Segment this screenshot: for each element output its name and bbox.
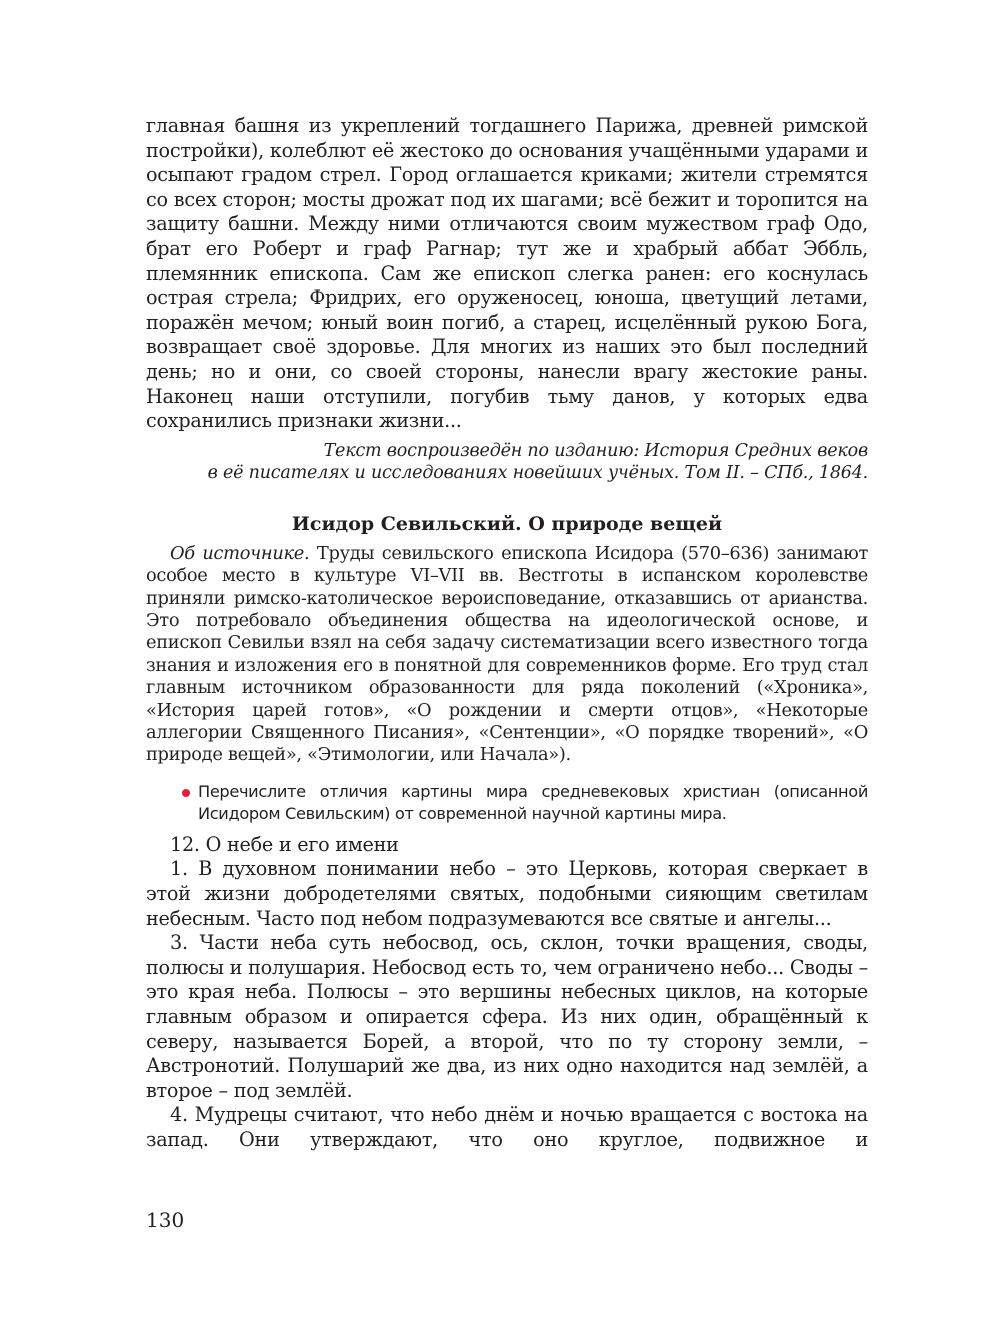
citation-line-1: Текст воспроизведён по изданию: История Средних веков bbox=[323, 440, 868, 461]
task-text: Перечислите отличия картины мира средневековых христиан (описанной Исидором Севильским) от современной научной картины мира. bbox=[198, 781, 868, 823]
source-intro-paragraph bbox=[146, 543, 868, 767]
bullet-icon bbox=[182, 789, 190, 797]
source-text bbox=[146, 833, 868, 1153]
citation-line-2: в её писателях и исследованиях новейших учёных. Том II. – СПб., 1864. bbox=[207, 462, 868, 483]
page-number: 130 bbox=[146, 1208, 185, 1232]
excerpt-paragraph: главная башня из укреплений тогдашнего Парижа, древней римской постройки), колеблют её жестоко до основания учащёнными ударами и осыпают градом стрел. Город оглашается криками; жители стремятся со всех сторон; мосты дрожат под их шагами; всё бежит и торопится на защиту башни. Между ними отличаются своим мужеством граф Одо, брат его Роберт и граф Рагнар; тут же и храбрый аббат Эббль, племянник епископа. Сам же епископ слегка ранен: его коснулась острая стрела; Фридрих, его оруженосец, юноша, цветущий летами, поражён мечом; юный воин погиб, а старец, исцелённый рукою Бога, возвращает своё здоровье. Для многих из наших это был последний день; но и они, со своей стороны, нанесли врагу жестокие раны. Наконец наши отступили, погубив тьму данов, у которых едва сохранились признаки жизни... bbox=[146, 114, 868, 433]
chapter-title: 12. О небе и его имени bbox=[170, 832, 399, 856]
excerpt-text bbox=[146, 114, 868, 434]
source-paragraph: 4. Мудрецы считают, что небо днём и ночью вращается с востока на запад. Они утверждают, что оно круглое, подвижное и bbox=[146, 1103, 868, 1151]
source-paragraph: 1. В духовном понимании небо – это Церковь, которая сверкает в этой жизни добродетелями святых, подобными сияющим светилам небесным. Часто под небом подразумеваются все святые и ангелы... bbox=[146, 857, 868, 930]
citation bbox=[146, 440, 868, 484]
task-question bbox=[198, 781, 868, 825]
source-intro-label: Об источнике. bbox=[170, 542, 310, 564]
section-heading: Исидор Севильский. О природе вещей bbox=[291, 512, 723, 535]
source-intro-text: Труды севильского епископа Исидора (570–636) занимают особое место в культуре VI–VII вв. Вестготы в испанском королевстве приняли римско-католическое вероисповедание, отказавшись от арианства. Это потребовало объединения общества на идеологической основе, и епископ Севильи взял на себя задачу систематизации всего известного тогда знания и изложения его в понятной для современников форме. Его труд стал главным источником образованности для ряда поколений («Хроника», «История царей готов», «О рождении и смерти отцов», «Некоторые аллегории Священного Писания», «Сентенции», «О порядке творений», «О природе вещей», «Этимологии, или Начала»). bbox=[146, 542, 868, 766]
source-paragraph: 3. Части неба суть небосвод, ось, склон, точки вращения, своды, полюсы и полушария. Небосвод есть то, чем ограничено небо... Своды – это края неба. Полюсы – это вершины небесных циклов, на которые главным образом и опирается сфера. Из них один, обращённый к северу, называется Борей, а второй, что по ту сторону земли, – Австронотий. Полушарий же два, из них одно находится над землёй, а второе – под землёй. bbox=[146, 931, 868, 1102]
source-intro bbox=[146, 543, 868, 767]
page-content bbox=[146, 114, 868, 1153]
